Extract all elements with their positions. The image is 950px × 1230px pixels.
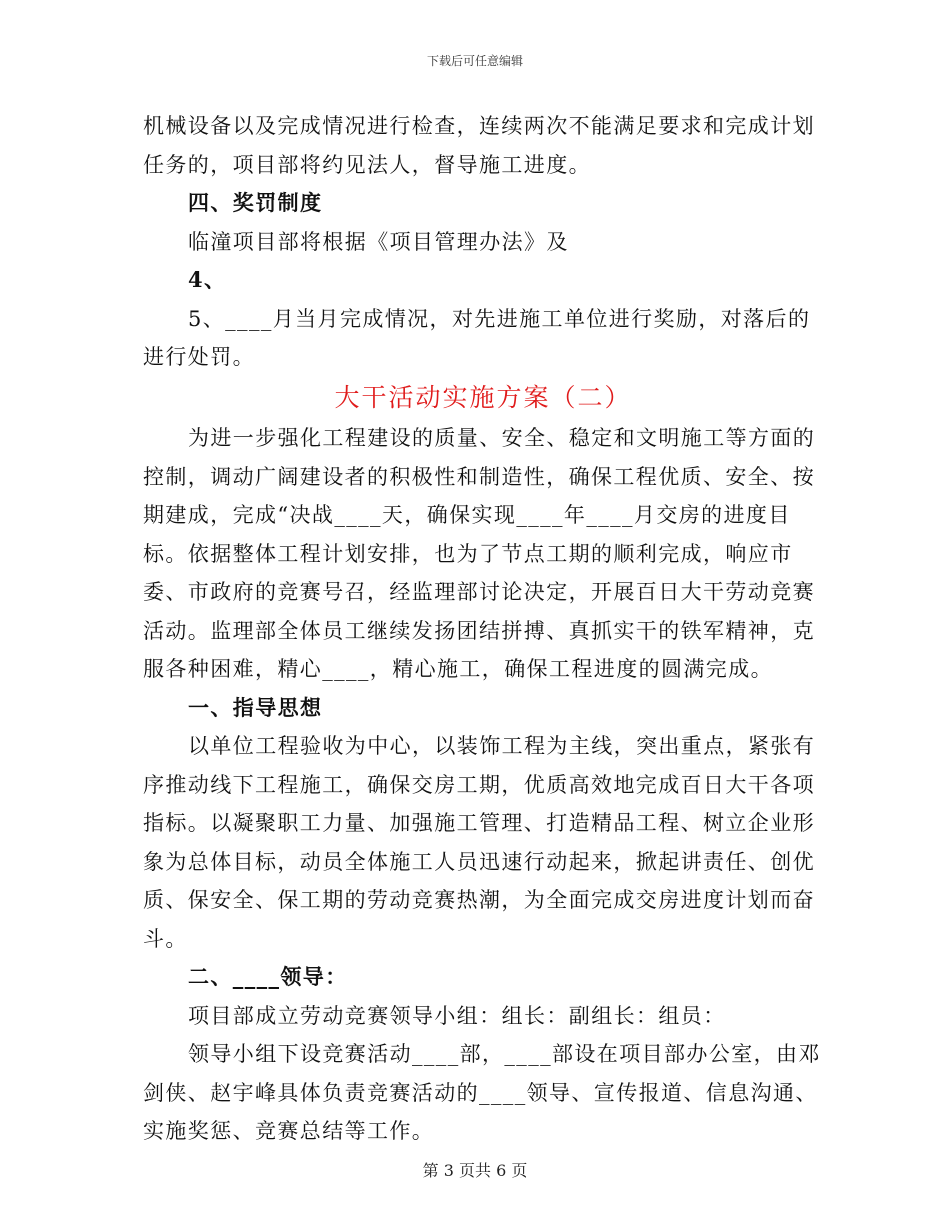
document-body [143,107,823,1151]
paragraph: 以单位工程验收为中心，以装饰工程为主线，突出重点，紧张有序推动线下工程施工，确保交房工期，优质高效地完成百日大干各项指标。以凝聚职工力量、加强施工管理、打造精品工程、树立企业形象为总体目标，动员全体施工人员迅速行动起来，掀起讲责任、创优质、保安全、保工期的劳动竞赛热潮，为全面完成交房进度计划而奋斗。 [143,734,816,951]
section-heading: 四、奖罚制度 [188,190,323,215]
list-number: 4、 [188,267,227,292]
page-number-footer: 第 3 页共 6 页 [422,1161,528,1180]
section-heading: 二、____领导： [188,964,348,989]
paragraph: 为进一步强化工程建设的质量、安全、稳定和文明施工等方面的控制，调动广阔建设者的积极性和制造性，确保工程优质、安全、按期建成，完成“决战____天，确保实现____年____月交房的进度目标。依据整体工程计划安排，也为了节点工期的顺利完成，响应市委、市政府的竞赛号召，经监理部讨论决定，开展百日大干劳动竞赛活动。监理部全体员工继续发扬团结拼搏、真抓实干的铁军精神，克服各种困难，精心____，精心施工，确保工程进度的圆满完成。 [143,426,816,681]
section-heading: 一、指导思想 [188,694,323,720]
header-note: 下载后可任意编辑 [426,54,523,68]
document-title: 大干活动实施方案（二） [334,382,632,412]
paragraph: 领导小组下设竞赛活动____部，____部设在项目部办公室，由邓剑侠、赵宇峰具体负责竞赛活动的____领导、宣传报道、信息沟通、实施奖惩、竞赛总结等工作。 [143,1042,821,1143]
paragraph: 临潼项目部将根据《项目管理办法》及 [188,229,569,254]
paragraph: 项目部成立劳动竞赛领导小组：组长：副组长：组员： [188,1003,726,1028]
paragraph: 5、____月当月完成情况，对先进施工单位进行奖励，对落后的进行处罚。 [143,306,811,369]
paragraph: 机械设备以及完成情况进行检查，连续两次不能满足要求和完成计划任务的，项目部将约见法人，督导施工进度。 [143,114,815,177]
